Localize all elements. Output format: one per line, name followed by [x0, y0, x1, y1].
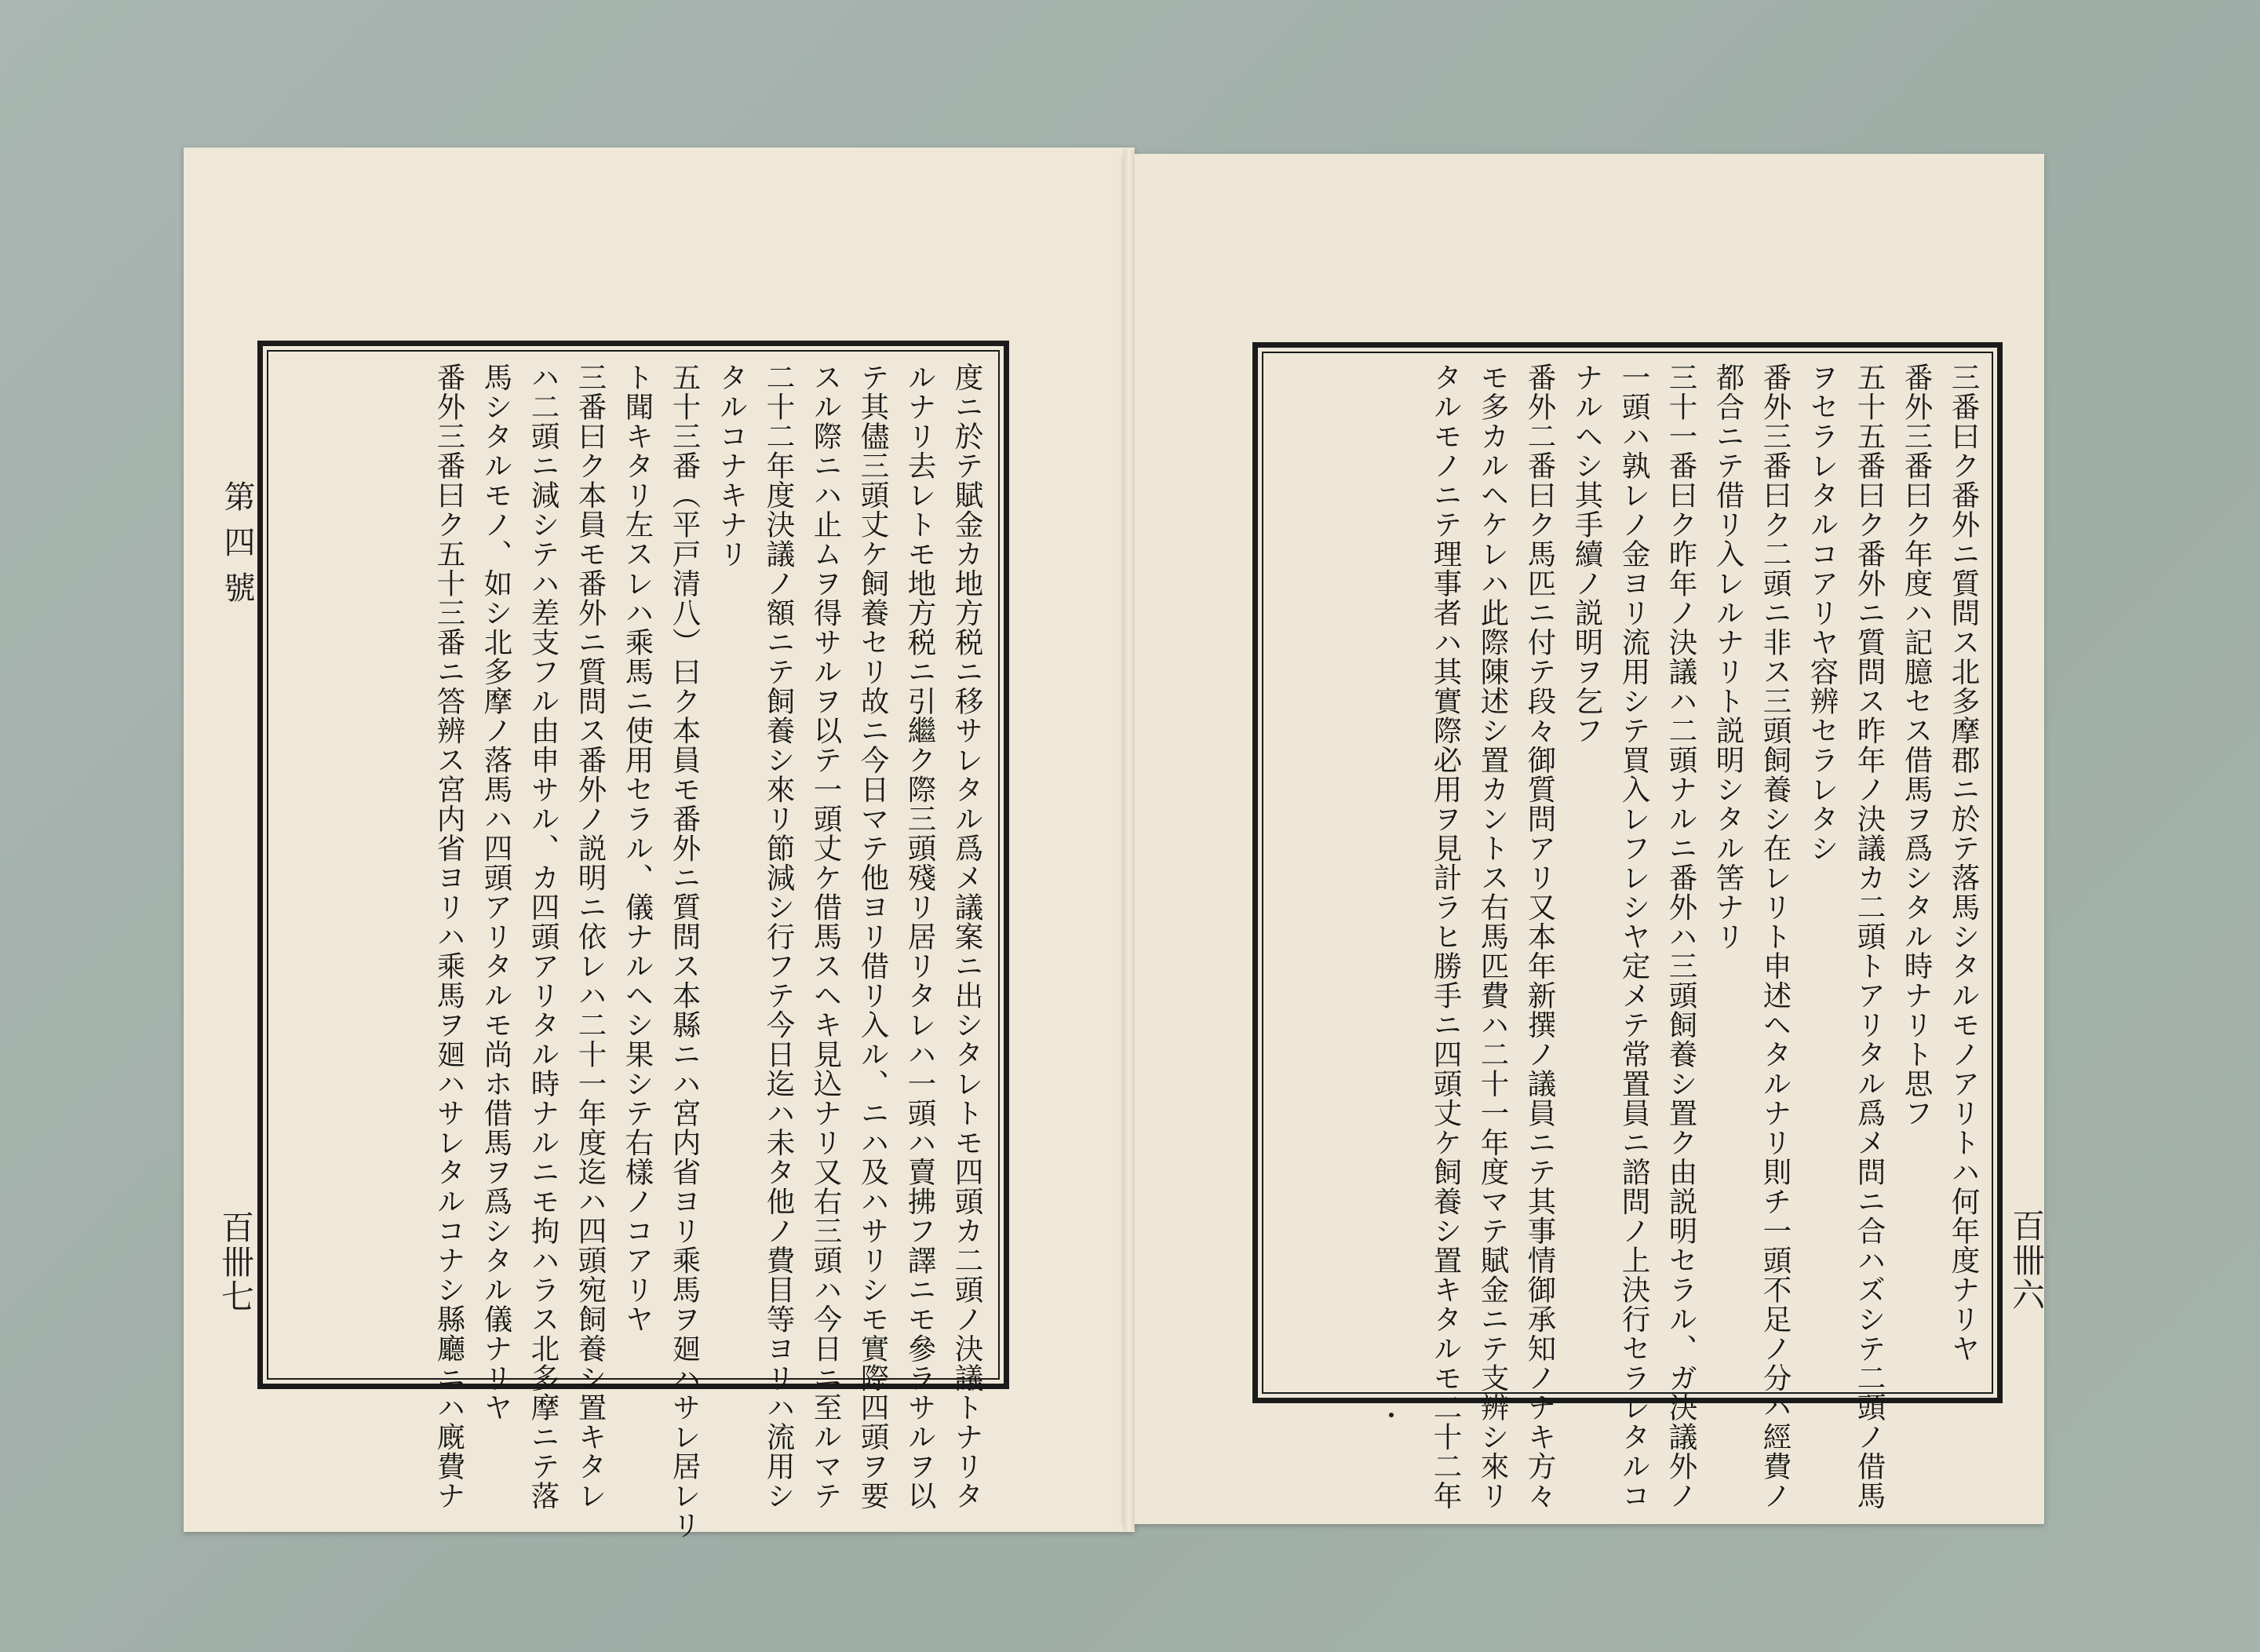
left-page-number: 百卌七: [217, 1210, 255, 1314]
right-page-number: 百卌六: [2007, 1209, 2046, 1312]
text-column: ハ二頭ニ減シテハ差支フル由申サル、カ四頭アリタル時ナルニモ拘ハラス北多摩ニテ落: [527, 363, 560, 1511]
text-column: ト聞キタリ左スレハ乘馬ニ使用セラル、儀ナルヘシ果シテ右樣ノコアリヤ: [621, 363, 654, 1334]
text-column: スル際ニハ止ムヲ得サルヲ以テ一頭丈ケ借馬スヘキ見込ナリ又右三頭ハ今日ニ至ルマテ: [809, 363, 843, 1511]
text-column: 三十一番曰ク昨年ノ決議ハ二頭ナルニ番外ハ三頭飼養シ置ク由説明セラル、ガ決議外ノ: [1664, 363, 1698, 1511]
text-column: 二十二年度決議ノ額ニテ飼養シ來リ節減シ行フテ今日迄ハ未タ他ノ費目等ヨリハ流用シ: [762, 363, 796, 1511]
text-column: 番外三番曰ク五十三番ニ答辨ス宮内省ヨリハ乘馬ヲ廻ハサレタルコナシ縣廳ニハ廐費ナ: [432, 363, 466, 1511]
text-column: 三番曰ク番外ニ質問ス北多摩郡ニ於テ落馬シタルモノアリトハ何年度ナリヤ: [1947, 363, 1981, 1363]
right-text-block: [1271, 363, 1981, 1511]
text-column: 馬シタルモノ、如シ北多摩ノ落馬ハ四頭アリタルモ尚ホ借馬ヲ爲シタル儀ナリヤ: [479, 363, 513, 1422]
text-column: 五十五番曰ク番外ニ質問ス昨年ノ決議カ二頭トアリタル爲メ問ニ合ハズシテ二頭ノ借馬: [1853, 363, 1886, 1511]
ink-speck: [1389, 1413, 1394, 1417]
text-column: 三番曰ク本員モ番外ニ質問ス番外ノ説明ニ依レハ二十一年度迄ハ四頭宛飼養シ置キタレ: [574, 363, 607, 1511]
text-column: ナルヘシ其手續ノ説明ヲ乞フ: [1570, 363, 1604, 746]
text-column: 番外二番曰ク馬匹ニ付テ段々御質問アリ又本年新撰ノ議員ニテ其事情御承知ノナキ方々: [1523, 363, 1557, 1511]
text-column: 五十三番（平戸清八）曰ク本員モ番外ニ質問ス本縣ニハ宮内省ヨリ乘馬ヲ廻ハサレ居レリ: [668, 363, 702, 1540]
text-column: 都合ニテ借リ入レルナリト説明シタル筈ナリ: [1711, 363, 1745, 951]
text-column: 番外三番曰ク年度ハ記臆セス借馬ヲ爲シタル時ナリト思フ: [1900, 363, 1934, 1128]
text-column: ヲセラレタルコアリヤ容辨セラレタシ: [1806, 363, 1839, 863]
text-column: 番外三番曰ク二頭ニ非ス三頭飼養シ在レリト申述ヘタルナリ則チ一頭不足ノ分ハ經費ノ: [1759, 363, 1792, 1511]
text-column: タルモノニテ理事者ハ其實際必用ヲ見計ラヒ勝手ニ四頭丈ケ飼養シ置キタルモ二十二年: [1429, 363, 1463, 1511]
text-column: テ其儘三頭丈ケ飼養セリ故ニ今日マテ他ヨリ借リ入ル、ニハ及ハサリシモ實際四頭ヲ要: [856, 363, 890, 1511]
left-text-block: [275, 363, 984, 1540]
text-column: 一頭ハ孰レノ金ヨリ流用シテ買入レフレシヤ定メテ常置員ニ諮問ノ上決行セラレタルコ: [1617, 363, 1651, 1511]
issue-label: 第四號: [219, 480, 255, 617]
text-column: タルコナキナリ: [715, 363, 749, 569]
text-column: モ多カルヘケレハ此際陳述シ置カントス右馬匹費ハ二十一年度マテ賦金ニテ支辨シ來リ: [1476, 363, 1510, 1511]
text-column: 度ニ於テ賦金カ地方税ニ移サレタル爲メ議案ニ出シタレトモ四頭カ二頭ノ決議トナリタ: [950, 363, 984, 1511]
text-column: ルナリ去レトモ地方税ニ引繼ク際三頭殘リ居リタレハ一頭ハ賣拂フ譯ニモ參ラサルヲ以: [903, 363, 937, 1511]
book-gutter: [1124, 149, 1135, 1530]
